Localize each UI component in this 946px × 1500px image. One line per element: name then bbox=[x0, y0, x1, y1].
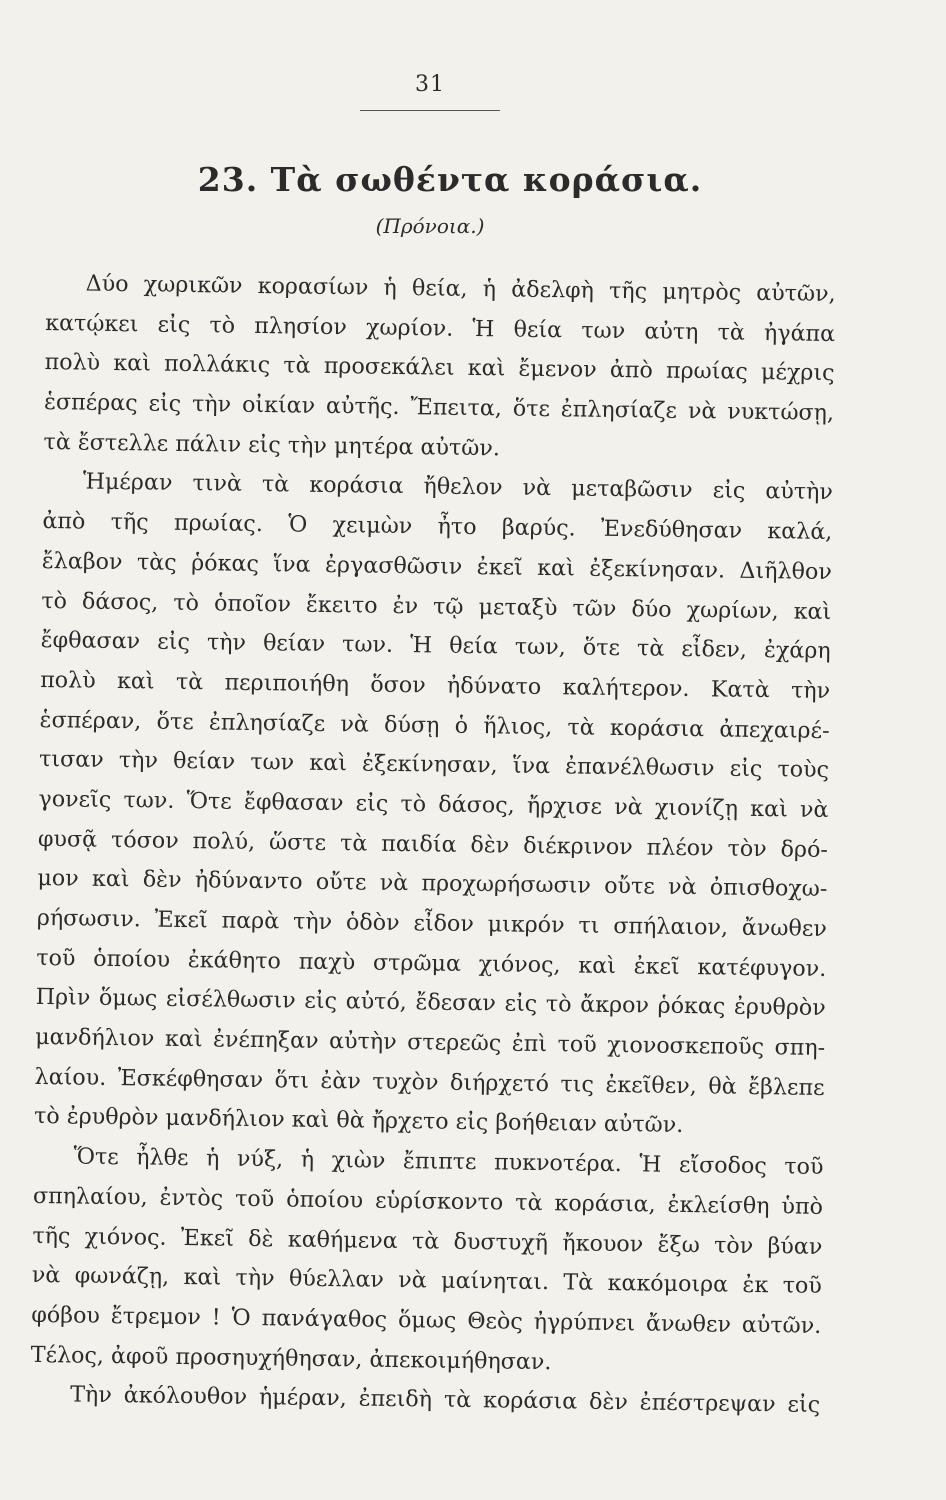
text-line: σπηλαίου, ἐντὸς τοῦ ὁποίου εὑρίσκοντο τὰ κοράσια, ἐκλείσθη ὑπὸ bbox=[32, 1182, 824, 1220]
text-line: πολὺ καὶ πολλάκις τὰ προσεκάλει καὶ ἔμενον ἀπὸ πρωίας μέχρις bbox=[44, 349, 835, 387]
body-text bbox=[30, 264, 836, 1426]
text-line: νὰ φωνάζῃ, καὶ τὴν θύελλαν νὰ μαίνηται. Τὰ κακόμοιρα ἐκ τοῦ bbox=[31, 1262, 822, 1300]
text-line: τισαν τὴν θείαν των καὶ ἐξεκίνησαν, ἵνα ἐπανέλθωσιν εἰς τοὺς bbox=[38, 746, 830, 784]
text-line: τὸ δάσος, τὸ ὁποῖον ἔκειτο ἐν τῷ μεταξὺ τῶν δύο χωρίων, καὶ bbox=[41, 587, 832, 625]
text-line: μον καὶ δὲν ἠδύναντο οὔτε νὰ προχωρήσωσιν οὔτε νὰ ὀπισθοχω- bbox=[37, 865, 828, 903]
text-line: ρήσωσιν. Ἐκεῖ παρὰ τὴν ὁδὸν εἶδον μικρόν τι σπήλαιον, ἄνωθεν bbox=[36, 904, 827, 942]
text-line: φυσᾷ τόσον πολύ, ὥστε τὰ παιδία δὲν διέκρινον πλέον τὸν δρό- bbox=[37, 825, 829, 863]
text-line: Δύο χωρικῶν κορασίων ἡ θεία, ἡ ἀδελφὴ τῆς μητρὸς αὐτῶν, bbox=[85, 270, 836, 308]
text-line: ἔφθασαν εἰς τὴν θείαν των. Ἡ θεία των, ὅτε τὰ εἶδεν, ἐχάρη bbox=[40, 627, 831, 665]
text-line: τὰ ἔστελλε πάλιν εἰς τὴν μητέρα αὐτῶν. bbox=[43, 428, 501, 462]
page-number-rule bbox=[360, 110, 500, 111]
text-line: τὸ ἐρυθρὸν μανδήλιον καὶ θὰ ἤρχετο εἰς βοήθειαν αὐτῶν. bbox=[33, 1103, 684, 1139]
text-line: ἑσπέρας εἰς τὴν οἰκίαν αὐτῆς. Ἔπειτα, ὅτε ἐπλησίαζε νὰ νυκτώσῃ, bbox=[43, 389, 835, 427]
text-line: κατῴκει εἰς τὸ πλησίον χωρίον. Ἡ θεία των αὐτη τὰ ἠγάπα bbox=[44, 309, 836, 347]
text-line: Τέλος, ἀφοῦ προσηυχήθησαν, ἀπεκοιμήθησαν. bbox=[30, 1341, 552, 1375]
text-line: ἔλαβον τὰς ῥόκας ἵνα ἐργασθῶσιν ἐκεῖ καὶ ἐξεκίνησαν. Διῆλθον bbox=[41, 547, 832, 585]
text-line: φόβου ἔτρεμον ! Ὁ πανάγαθος ὅμως Θεὸς ἠγρύπνει ἄνωθεν αὐτῶν. bbox=[31, 1301, 822, 1339]
text-line: Τὴν ἀκόλουθον ἡμέραν, ἐπειδὴ τὰ κοράσια δὲν ἐπέστρεψαν εἰς bbox=[70, 1381, 821, 1419]
text-line: τῆς χιόνος. Ἐκεῖ δὲ καθήμενα τὰ δυστυχῆ ἤκουον ἔξω τὸν βύαν bbox=[32, 1222, 823, 1260]
chapter-title: 23. Τὰ σωθέντα κοράσια. bbox=[197, 160, 703, 199]
text-line: Ἡμέραν τινὰ τὰ κοράσια ἤθελον νὰ μεταβῶσιν εἰς αὐτὴν bbox=[82, 468, 834, 506]
text-line: Πρὶν ὅμως εἰσέλθωσιν εἰς αὐτό, ἔδεσαν εἰς τὸ ἄκρον ῥόκας ἐρυθρὸν bbox=[35, 984, 826, 1022]
text-line: τοῦ ὁποίου ἐκάθητο παχὺ στρῶμα χιόνος, καὶ ἐκεῖ κατέφυγον. bbox=[36, 944, 827, 982]
text-line: μανδήλιον καὶ ἐνέπηξαν αὐτὴν στερεῶς ἐπὶ τοῦ χιονοσκεποῦς σπη- bbox=[35, 1023, 826, 1062]
text-line: πολὺ καὶ τὰ περιποιήθη ὅσον ἠδύνατο καλήτερον. Κατὰ τὴν bbox=[40, 666, 831, 704]
text-line: Ὅτε ἦλθε ἡ νύξ, ἡ χιὼν ἔπιπτε πυκνοτέρα. Ἡ εἴσοδος τοῦ bbox=[73, 1143, 824, 1181]
page-number: 31 bbox=[415, 72, 445, 97]
text-line: ἀπὸ τῆς πρωίας. Ὁ χειμὼν ἦτο βαρύς. Ἐνεδύθησαν καλά, bbox=[42, 508, 833, 546]
text-line: λαίου. Ἐσκέφθησαν ὅτι ἐὰν τυχὸν διήρχετό τις ἐκεῖθεν, θὰ ἔβλεπε bbox=[34, 1063, 825, 1101]
text-line: ἑσπέραν, ὅτε ἐπλησίαζε νὰ δύσῃ ὁ ἥλιος, τὰ κοράσια ἀπεχαιρέ- bbox=[39, 706, 830, 744]
text-line: γονεῖς των. Ὅτε ἔφθασαν εἰς τὸ δάσος, ἤρχισε νὰ χιονίζῃ καὶ νὰ bbox=[38, 785, 829, 823]
chapter-subtitle: (Πρόνοια.) bbox=[375, 214, 485, 238]
